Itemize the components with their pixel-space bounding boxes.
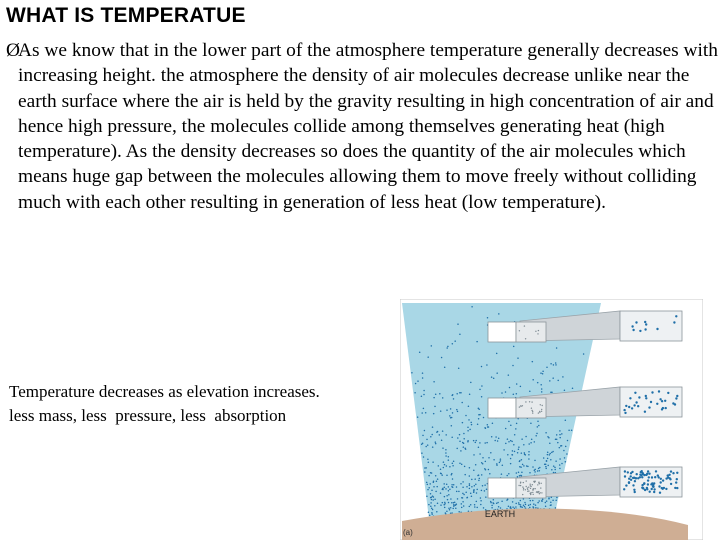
page-title: WHAT IS TEMPERATUE bbox=[6, 4, 246, 27]
caption-line-2: less mass, less pressure, less absorption bbox=[9, 406, 287, 425]
figure-caption bbox=[9, 380, 399, 428]
atmosphere-density-figure bbox=[400, 299, 703, 540]
bullet-arrow-icon: Ø bbox=[6, 40, 21, 61]
panel-label: (a) bbox=[403, 528, 413, 537]
bullet-text: As we know that in the lower part of the atmosphere temperature generally decreases with increasing height. the atmosphere the density of air molecules decrease unlike near the earth surface where the air is held by the gravity resulting in high concentration of air and hence high pressure, the molecules collide among themselves generating heat (high temperature). As the density decreases so does the quantity of the air molecules which means huge gap between the molecules allowing them to move freely without colliding much with each other resulting in generation of less heat (low temperature). bbox=[18, 40, 718, 213]
bullet-paragraph bbox=[6, 38, 720, 215]
caption-line-1: Temperature decreases as elevation increases. bbox=[9, 382, 320, 401]
earth-label: EARTH bbox=[484, 509, 516, 519]
